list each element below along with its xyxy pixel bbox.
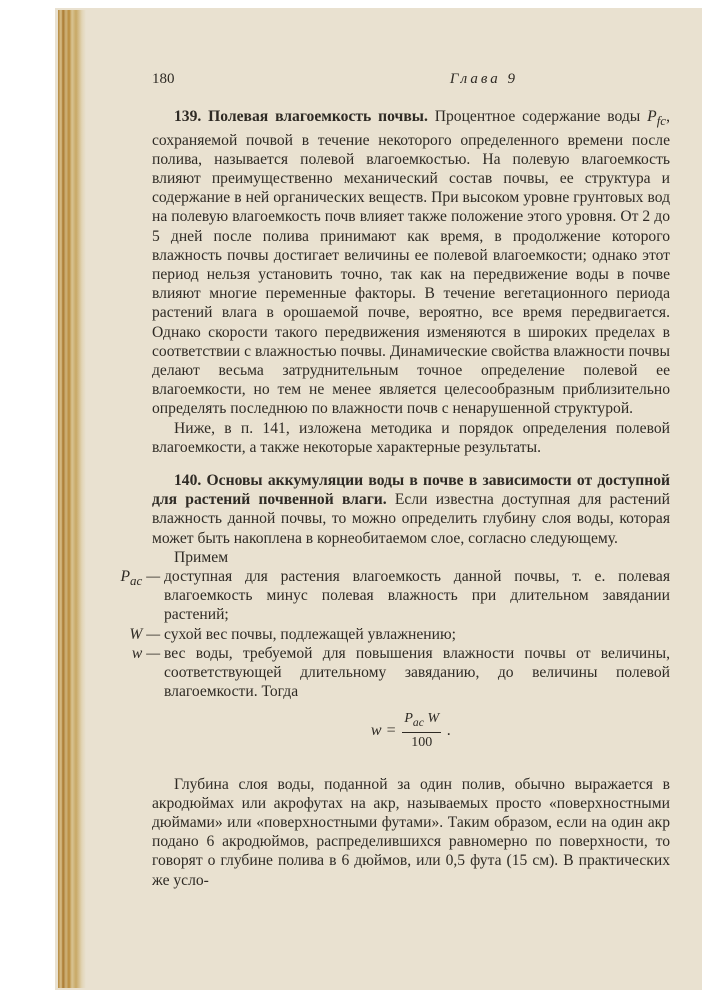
chapter-title: Глава 9 <box>449 71 518 87</box>
formula <box>152 709 670 752</box>
page-text <box>120 70 670 890</box>
section-140-title: 140. Основы аккумуляции воды в почве в зависимости от доступной для растений почвенной влаги. <box>152 471 670 509</box>
definition-item <box>120 567 670 625</box>
primem-line: Примем <box>174 548 229 566</box>
section-140-final-paragraph: Глубина слоя воды, поданной за один полив, обычно выражается в акродюймах или акрофутах на акр, называемых просто «поверхностными дюймами» или «поверхностными футами». Таким образом, если на один акр подано 6 акродюймов, распределившихся равномерно по поверхности, то говорят о глубине полива в 6 дюймов, или 0,5 фута (15 см). В практических же усло- <box>152 775 670 889</box>
definition-text: доступная для растения влагоемкость данной почвы, т. е. полевая влагоемкость минус полевая влажность при длительном завядании растений; <box>164 567 670 624</box>
formula-fraction <box>402 709 441 752</box>
page-number: 180 <box>152 71 175 87</box>
definition-term: W — <box>129 625 164 643</box>
section-139-paragraph <box>152 107 670 418</box>
definition-item <box>129 625 670 644</box>
section-140-body: Если известна доступная для растений влажность данной почвы, то можно определить глубину слоя воды, которая может быть накоплена в корнеобитаемом слое, согласно следующему. <box>152 491 670 547</box>
section-139-paragraph-2: Ниже, в п. 141, изложена методика и порядок определения полевой влагоемкости, а также некоторые характерные результаты. <box>152 419 670 456</box>
page-edge <box>58 10 86 988</box>
definition-text: сухой вес почвы, подлежащей увлажнению; <box>164 625 456 643</box>
formula-tail: . <box>447 722 452 740</box>
section-140-paragraph <box>152 471 670 548</box>
definition-text: вес воды, требуемой для повышения влажности почвы от величины, соответствующей длительному завяданию, до величины полевой влагоемкости. Тогда <box>164 644 670 701</box>
formula-denominator: 100 <box>411 735 433 751</box>
definition-term: w — <box>131 644 164 662</box>
formula-lhs: w = <box>370 722 397 740</box>
definition-item <box>131 644 670 702</box>
definition-term: $P_{ac}$ — <box>120 567 164 589</box>
running-header <box>152 70 670 89</box>
definition-list <box>120 567 670 701</box>
formula-numerator: $P_{ac}$ W <box>402 709 441 733</box>
section-139-title: 139. Полевая влагоемкость почвы. <box>174 108 428 126</box>
section-139-body: Процентное содержание воды $P_{fc}$, сохраняемой почвой в течение некоторого определенного времени после полива, называется полевой влагоемкостью. На полевую влагоемкость влияют преимущественно механический состав почвы, ее структура и содержание в ней органических веществ. При высоком уровне грунтовых вод на полевую влагоемкость почв влияет также положение этого уровня. От 2 до 5 дней после полива принимают как время, в продолжение которого влажность почвы достигает величины ее полевой влагоемкости; однако этот период нельзя установить точно, так как на передвижение воды в почве влияют многие переменные факторы. В течение вегетационного периода растений влага в орошаемой почве, вероятно, все время передвигается. Однако скорости такого передвижения изменяются в широких пределах в соответствии с влажностью почвы. Динамические свойства влажности почвы делают весьма затруднительным точное определение полевой ее влагоемкости, но тем не менее является целесообразным приблизительно определять последнюю по влажности почв с ненарушенной структурой. <box>152 108 670 418</box>
